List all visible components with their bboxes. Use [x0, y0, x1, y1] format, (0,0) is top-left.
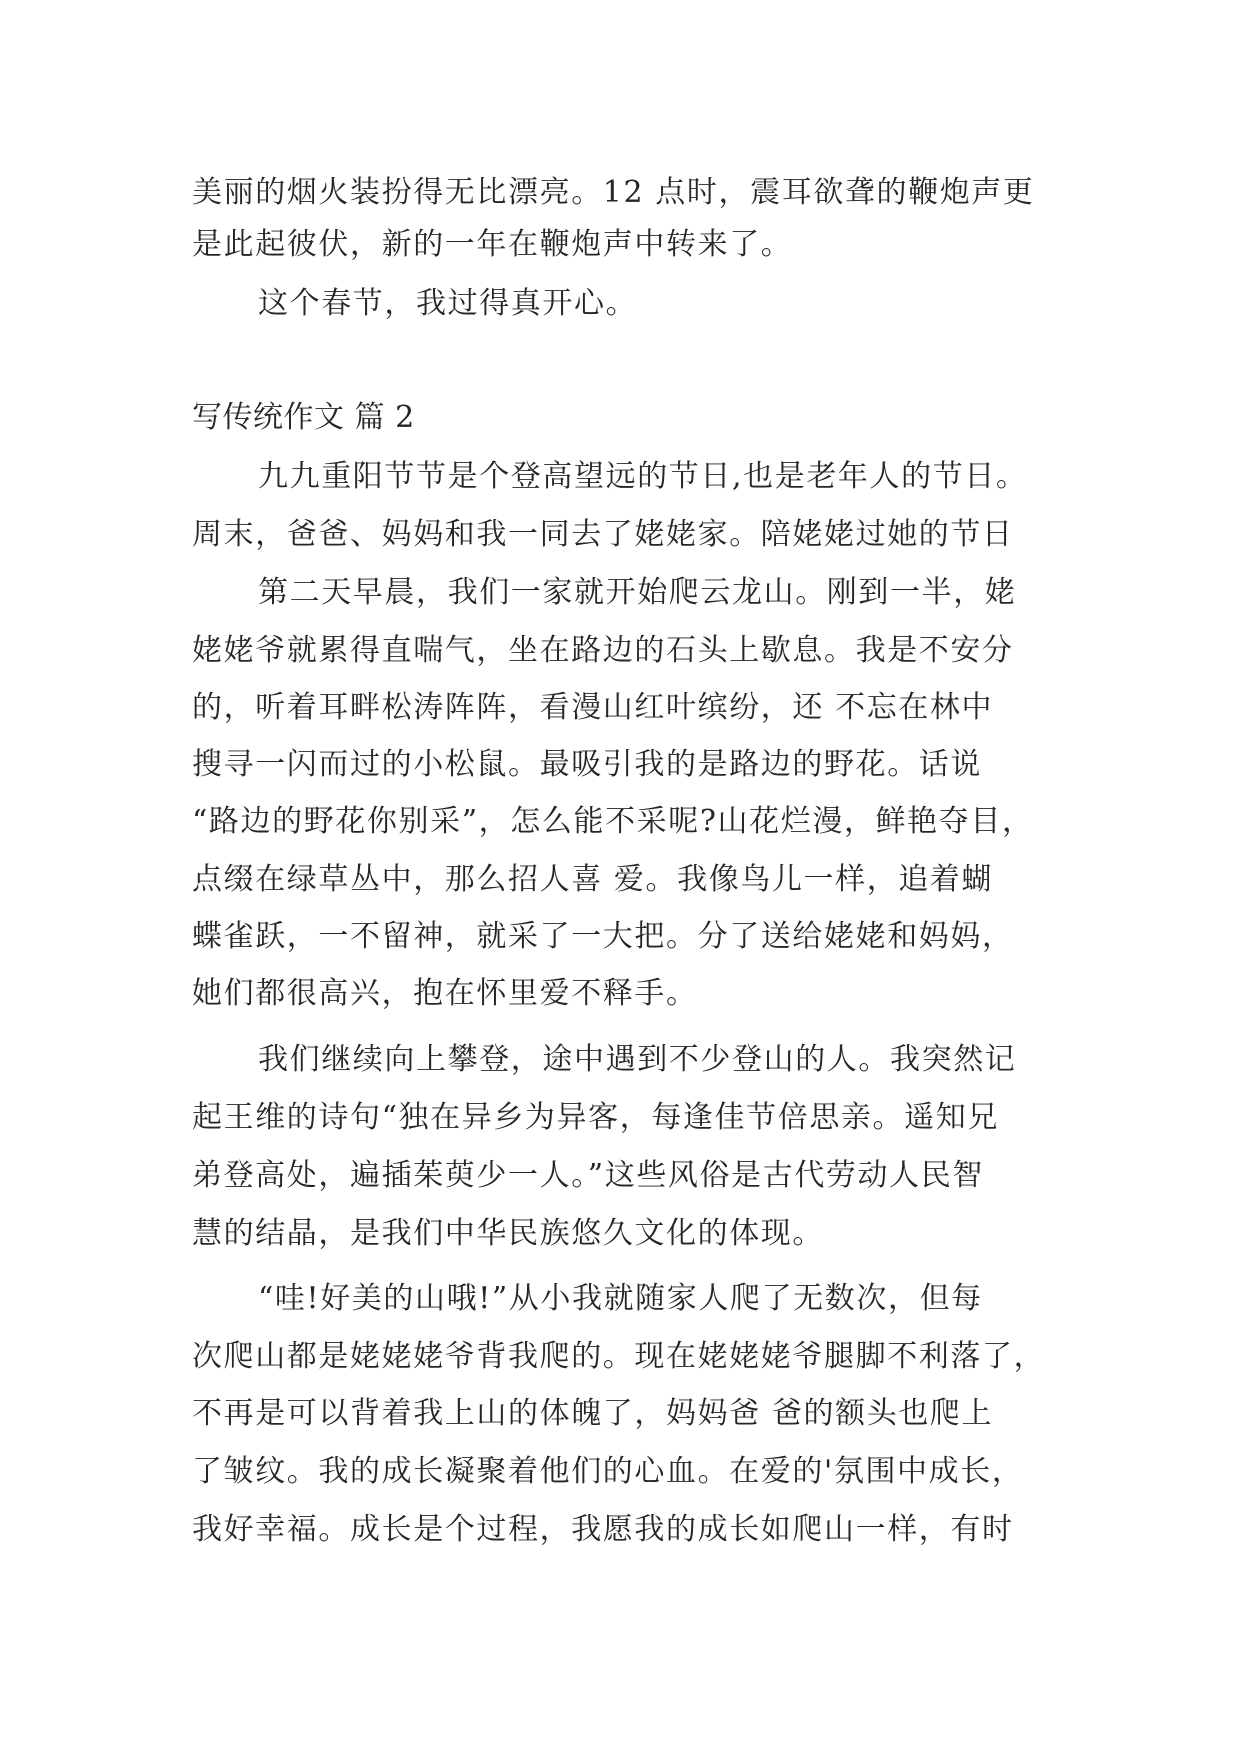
paragraph-line: 蝶雀跃，一不留神，就采了一大把。分了送给姥姥和妈妈， [192, 919, 1014, 954]
paragraph-line: “哇!好美的山哦!”从小我就随家人爬了无数次，但每 [258, 1281, 983, 1316]
paragraph-line: 九九重阳节节是个登高望远的节日,也是老年人的节日。 [258, 459, 1028, 494]
paragraph-line: 搜寻一闪而过的小松鼠。最吸引我的是路边的野花。话说 [192, 747, 982, 782]
paragraph-line: 是此起彼伏，新的一年在鞭炮声中转来了。 [192, 227, 793, 262]
paragraph-line: 次爬山都是姥姥姥爷背我爬的。现在姥姥姥爷腿脚不利落了， [192, 1339, 1046, 1374]
paragraph-line: “路边的野花你别采”，怎么能不采呢?山花烂漫，鲜艳夺目， [192, 804, 1034, 839]
paragraph-line: 我们继续向上攀登，途中遇到不少登山的人。我突然记 [258, 1042, 1017, 1077]
paragraph-line: 我好幸福。成长是个过程，我愿我的成长如爬山一样，有时 [192, 1512, 1014, 1547]
paragraph-line: 第二天早晨，我们一家就开始爬云龙山。刚到一半，姥 [258, 575, 1017, 610]
paragraph-line: 弟登高处，遍插茱萸少一人。”这些风俗是古代劳动人民智 [192, 1158, 984, 1193]
paragraph-line: 点缀在绿草丛中，那么招人喜 爱。我像鸟儿一样，追着蝴 [192, 862, 994, 897]
paragraph-line: 慧的结晶，是我们中华民族悠久文化的体现。 [192, 1216, 824, 1251]
paragraph-line: 的，听着耳畔松涛阵阵，看漫山红叶缤纷，还 不忘在林中 [192, 690, 994, 725]
paragraph-line: 姥姥爷就累得直喘气，坐在路边的石头上歇息。我是不安分 [192, 633, 1014, 668]
paragraph-line: 她们都很高兴，抱在怀里爱不释手。 [192, 976, 698, 1011]
paragraph-line: 了皱纹。我的成长凝聚着他们的心血。在爱的'氛围中成长， [192, 1454, 1024, 1489]
paragraph-line: 美丽的烟火装扮得无比漂亮。12 点时，震耳欲聋的鞭炮声更 [192, 175, 1035, 210]
paragraph-line: 起王维的诗句“独在异乡为异客，每逢佳节倍思亲。遥知兄 [192, 1100, 999, 1135]
paragraph-line: 这个春节，我过得真开心。 [258, 286, 638, 321]
paragraph-line: 周末，爸爸、妈妈和我一同去了姥姥家。陪姥姥过她的节日 [192, 517, 1014, 552]
section-heading: 写传统作文 篇 2 [192, 400, 415, 435]
paragraph-line: 不再是可以背着我上山的体魄了，妈妈爸 爸的额头也爬上 [192, 1396, 994, 1431]
